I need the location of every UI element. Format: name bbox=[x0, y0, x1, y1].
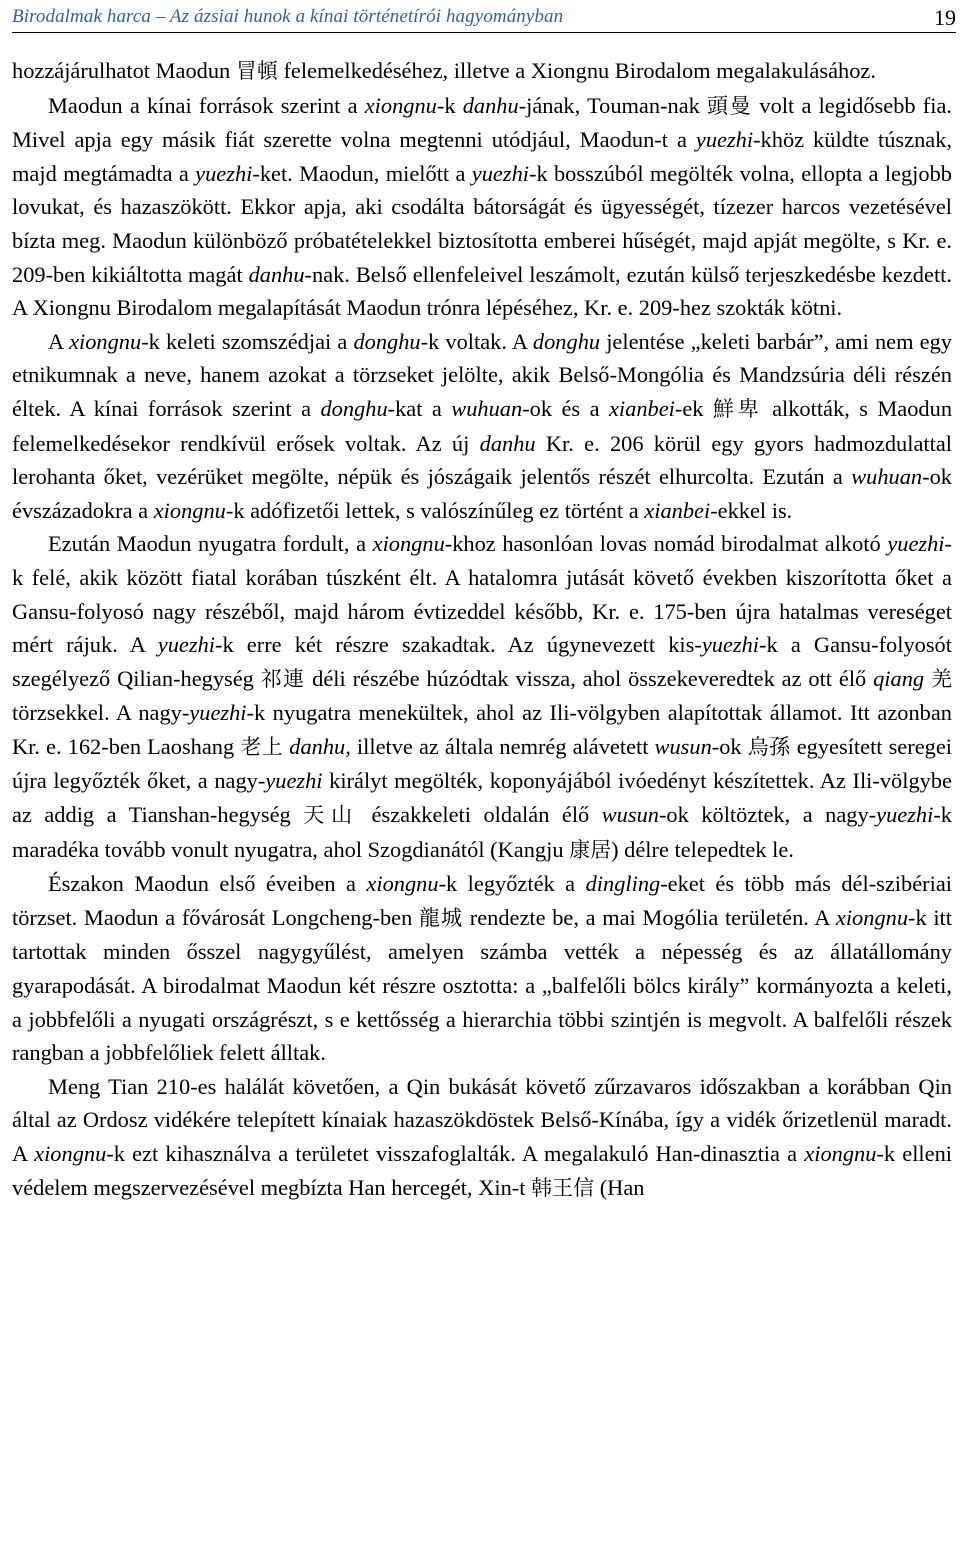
chinese-characters: 羌 bbox=[931, 666, 952, 691]
text-run: -khoz hasonlóan lovas nomád birodalmat alkotó bbox=[444, 531, 888, 557]
italic-term: yuezhi bbox=[195, 160, 253, 186]
italic-term: yuezhi bbox=[157, 632, 215, 658]
text-run: északkeleti oldalán élő bbox=[359, 802, 602, 828]
text-run bbox=[924, 666, 931, 691]
text-run: Északon Maodun első éveiben a bbox=[48, 871, 367, 897]
chinese-characters: 頭曼 bbox=[707, 93, 753, 118]
paragraph bbox=[12, 1070, 952, 1205]
text-run: -k adófizetői lettek, s valószínűleg ez történt a bbox=[225, 497, 645, 523]
text-run: alkották, s Maodun felemelkedésekor rendkívül erősek voltak. Az új bbox=[12, 395, 953, 456]
italic-term: xiongnu bbox=[835, 904, 909, 930]
chinese-characters: 祁連 bbox=[260, 666, 306, 691]
text-run: illetve az általa nemrég alávetett bbox=[350, 733, 655, 759]
text-run: jelentése „keleti barbár”, ami nem egy etnikumnak a neve, hanem azokat a törzseket jelölte, akik Belső-Mongólia és Mandzsúria déli részén éltek. A kínai források szerint a bbox=[12, 328, 952, 421]
italic-term: xiongnu bbox=[364, 92, 437, 118]
text-run: -k elleni védelem megszervezésével megbízta Han hercegét, Xin-t bbox=[12, 1141, 953, 1200]
text-run: -ket. Maodun, mielőtt a bbox=[252, 160, 472, 186]
text-run: -k bbox=[436, 92, 463, 118]
italic-term: donghu bbox=[353, 328, 421, 354]
italic-term: wuhuan bbox=[851, 464, 923, 490]
text-run: (Han bbox=[594, 1174, 645, 1200]
text-run: -k nyugatra menekültek, ahol az Ili-völgyben alapítottak államot. Itt azonban Kr. e. 162-ben Laoshang bbox=[12, 700, 952, 759]
text-run: Ezután Maodun nyugatra fordult, a bbox=[48, 531, 373, 557]
chinese-characters: 冒頓 bbox=[235, 59, 278, 83]
italic-term: danhu bbox=[479, 430, 536, 456]
italic-term: yuezhi bbox=[887, 531, 945, 557]
text-run: -k a Gansu-folyosót szegélyező Qilian-hegység bbox=[12, 632, 952, 691]
text-run: -k legyőzték a bbox=[438, 871, 586, 897]
text-run: -ok évszázadokra a bbox=[12, 464, 952, 523]
italic-term: xiongnu bbox=[153, 497, 226, 523]
text-run: -ekkel is. bbox=[710, 497, 793, 523]
italic-term: donghu bbox=[320, 395, 388, 421]
text-run: déli részébe húzódtak vissza, ahol összekeveredtek az ott élő bbox=[305, 665, 874, 691]
italic-term: danhu, bbox=[289, 733, 351, 759]
chinese-characters: 康居 bbox=[569, 837, 612, 862]
text-run: hozzájárulhatot Maodun bbox=[12, 58, 236, 83]
italic-term: xiongnu bbox=[366, 871, 439, 897]
text-run: királyt megölték, koponyájából ivóedényt készítettek. Az Ili-völgybe az addig a Tianshan-hegység bbox=[12, 768, 952, 828]
italic-term: yuezhi bbox=[189, 700, 247, 726]
text-run: -k itt tartottak minden ősszel nagygyűlést, amelyen számba vették a népesség és az állatállomány gyarapodását. A birodalmat Maodun két részre osztotta: a „balfelőli bölcs király” kormányozta a keleti, a jobbfelőli a nyugati országrészt, s e kettősség a hierarchia többi szintjén is megvolt. A balfelőli részek rangban a jobbfelőliek felett álltak. bbox=[12, 904, 953, 1066]
text-run: -kat a bbox=[387, 395, 452, 421]
chinese-characters: 龍城 bbox=[418, 905, 464, 930]
text-run: -k felé, akik között fiatal korában túszként élt. A hatalomra jutását követő években kiszorította őket a Gansu-folyosó nagy részéből, majd három évtizeddel később, Kr. e. 175-ben újra hatalmas vereséget mért rájuk. A bbox=[12, 531, 952, 658]
italic-term: qiang bbox=[873, 665, 925, 691]
text-run: rendezte be, a mai Mogólia területén. A bbox=[463, 904, 836, 930]
text-run: ) délre telepedtek le. bbox=[611, 836, 794, 862]
text-run: -ok és a bbox=[522, 395, 609, 421]
italic-term: dingling bbox=[585, 871, 661, 897]
text-run: volt a legidősebb fia. Mivel apja egy másik fiát szerette volna megtenni utódjául, Maodun-t a bbox=[12, 92, 952, 153]
italic-term: yuezhi bbox=[695, 127, 754, 153]
text-run: -khöz küldte túsznak, majd megtámadta a bbox=[12, 127, 952, 186]
text-run: Kr. e. 206 körül egy gyors hadmozdulattal lerohanta őket, vezérüket megölte, népük és jószágaik jelentős részét elhurcolta. Ezután a bbox=[12, 430, 952, 490]
chinese-characters: 韩王信 bbox=[531, 1175, 595, 1200]
text-run: -k keleti szomszédjai a bbox=[141, 328, 354, 354]
text-run: törzsekkel. A nagy- bbox=[12, 700, 190, 726]
text-run: -k erre két részre szakadtak. Az úgynevezett kis- bbox=[215, 632, 702, 658]
italic-term: danhu bbox=[462, 92, 519, 118]
text-run: -jának, Touman-nak bbox=[518, 92, 708, 118]
text-run: -ok költöztek, a nagy- bbox=[658, 802, 877, 828]
italic-term: yuezhi bbox=[471, 160, 529, 186]
text-run: -k bosszúból megölték volna, ellopta a legjobb lovukat, és hazaszökött. Ekkor apja, aki csodálta bátorságát és ügyességét, tízezer harcos vezetésével bízta meg. Maodun különböző próbatételekkel biztosította emberei hűségét, majd apját megölte, s Kr. e. 209-ben kikiáltotta magát bbox=[12, 160, 952, 287]
chinese-characters: 老上 bbox=[240, 734, 284, 759]
italic-term: xiongnu bbox=[804, 1141, 877, 1166]
italic-term: donghu bbox=[532, 328, 601, 354]
chinese-characters: 烏孫 bbox=[747, 734, 791, 759]
chinese-characters: 鮮卑 bbox=[712, 396, 763, 421]
text-run: -nak. Belső ellenfeleivel leszámolt, ezután külső terjeszkedésbe kezdett. A Xiongnu Birodalom megalapítását Maodun trónra lépéséhez, Kr. e. 209-hez szokták kötni. bbox=[12, 261, 952, 321]
paragraph bbox=[12, 527, 952, 867]
italic-term: xiongnu bbox=[372, 531, 445, 557]
italic-term: xianbei bbox=[644, 497, 711, 523]
text-run: -eket és több más dél-szibériai törzset. Maodun a fővárosát Longcheng-ben bbox=[12, 871, 952, 930]
text-run: Maodun a kínai források szerint a bbox=[48, 92, 365, 118]
italic-term: yuezhi bbox=[876, 802, 934, 828]
italic-term: danhu bbox=[248, 261, 305, 287]
italic-term: yuezhi bbox=[265, 768, 323, 794]
running-header bbox=[12, 2, 956, 33]
text-run: Meng Tian 210-es halálát követően, a Qin bukását követő zűrzavaros időszakban a korábban Qin által az Ordosz vidékére telepített kínaiak hazaszökdöstek Belső-Kínába, így a vidék őrizetlenül maradt. A bbox=[12, 1073, 952, 1166]
italic-term: xianbei bbox=[608, 395, 675, 421]
italic-term: wusun bbox=[601, 802, 659, 828]
italic-term: xiongnu bbox=[69, 328, 142, 354]
paragraph bbox=[12, 54, 952, 89]
italic-term: yuezhi bbox=[701, 632, 760, 658]
text-run: -ek bbox=[674, 395, 713, 421]
italic-term: wusun bbox=[654, 733, 712, 759]
text-run: -k voltak. A bbox=[420, 328, 533, 354]
text-run: -k maradéka tovább vonult nyugatra, ahol Szogdianától (Kangju bbox=[12, 802, 952, 862]
running-title: Birodalmak harca – Az ázsiai hunok a kínai történetírói hagyományban bbox=[12, 6, 564, 27]
paragraph bbox=[12, 325, 952, 528]
chinese-characters: 天山 bbox=[303, 803, 360, 828]
text-run: A bbox=[48, 328, 70, 354]
italic-term: wuhuan bbox=[451, 395, 523, 421]
paragraph bbox=[12, 867, 952, 1070]
page-number: 19 bbox=[934, 5, 956, 30]
page-body bbox=[12, 54, 952, 1205]
text-run: -k ezt kihasználva a területet visszafoglalták. A megalakuló Han-dinasztia a bbox=[106, 1141, 805, 1166]
text-run: -ok bbox=[711, 733, 748, 759]
text-run: felemelkedéséhez, illetve a Xiongnu Birodalom megalakulásához. bbox=[277, 58, 876, 83]
paragraph bbox=[12, 89, 952, 325]
italic-term: xiongnu bbox=[34, 1141, 107, 1166]
text-run: egyesített seregei újra legyőzték őket, a nagy- bbox=[12, 733, 952, 794]
